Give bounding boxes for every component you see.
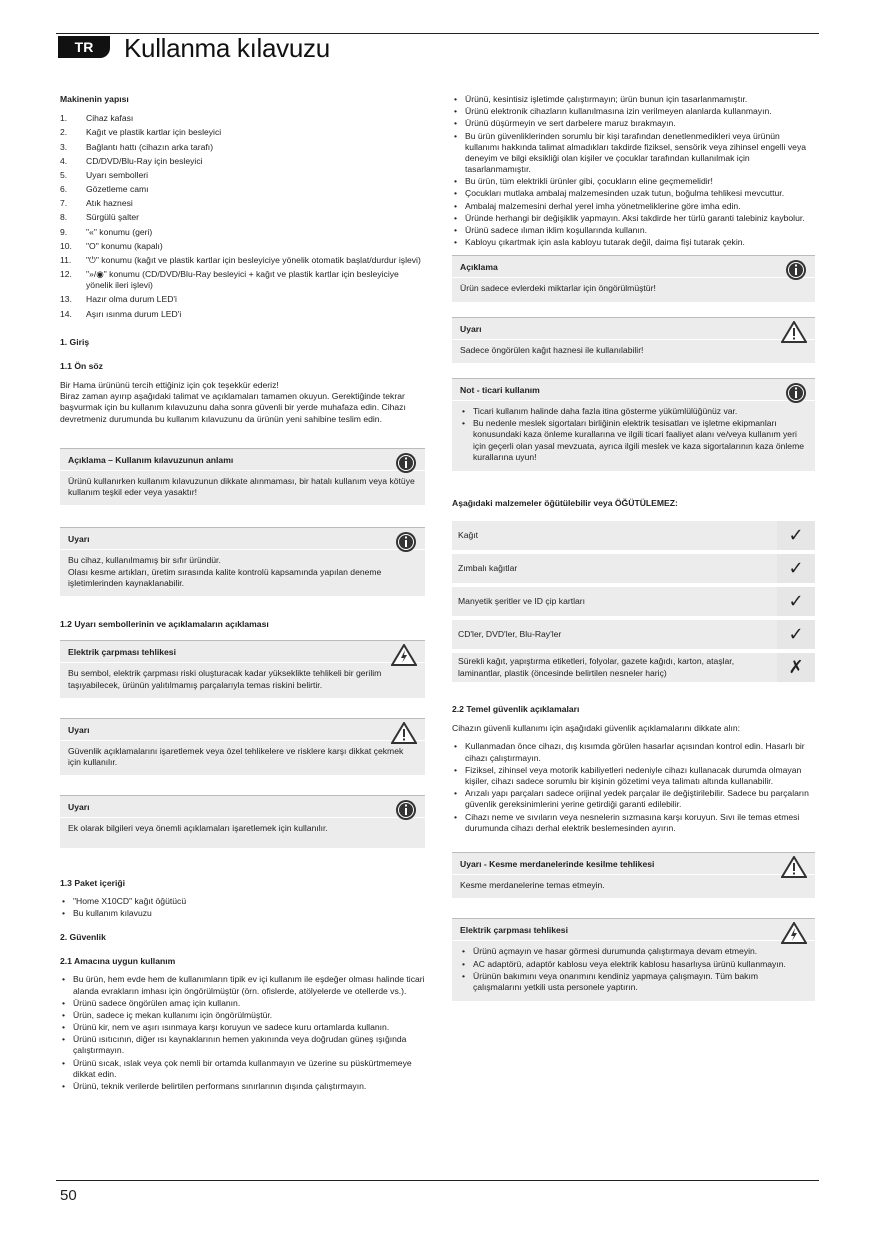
structure-heading: Makinenin yapısı [60, 94, 129, 104]
section-1-heading: 1. Giriş [60, 336, 90, 347]
note-box-text: Ürünü kullanırken kullanım kılavuzunun dikkate alınmaması, bir hatalı kullanım veya kötüye kullanım teşkil eder veya yasaktır! [68, 475, 415, 498]
basic-safety-item: • Cihazı neme ve sıvıların veya nesnelerin sızmasına karşı koruyun. Sıvı ile temas etmesi durumunda cihazı derhal elektrik beslemesinden ayırın. [452, 812, 815, 834]
section-2-1-heading: 2.1 Amacına uygun kullanım [60, 956, 176, 967]
structure-item [60, 142, 425, 153]
item-text: Sürgülü şalter [86, 212, 140, 223]
warning-box-text: Sadece öngörülen kağıt haznesi ile kullanılabilir! [460, 344, 644, 355]
intro-paragraph-2: Biraz zaman ayırıp aşağıdaki talimat ve açıklamaları tamamen okuyun. Gerektiğinde tekrar başvurmak için bu kullanım kılavuzunu daha sonra güvenli bir yerde muhafaza edin. Cihazı devretmeniz durumunda bu kullanım kılavuzunu da ürünün yeni sahibine teslim edin. [60, 391, 406, 424]
section-1-1-heading: 1.1 Ön söz [60, 360, 103, 371]
structure-item [60, 156, 425, 167]
left-column [60, 94, 425, 1093]
warning-box-title: Uyarı [60, 528, 425, 550]
warning-box-safety [60, 718, 425, 776]
footer-rule [56, 1180, 819, 1181]
item-text: Atık haznesi [86, 198, 133, 209]
safety-item: • Ürünü, kesintisiz işletimde çalıştırmayın; ürün bunun için tasarlanmamıştır. [452, 94, 815, 105]
item-number: 2. [60, 127, 68, 138]
note-box-text: Ürün sadece evlerdeki miktarlar için öngörülmüştür! [460, 283, 656, 294]
table-row [452, 554, 815, 583]
structure-item [60, 241, 425, 252]
structure-item [60, 269, 425, 291]
warning-box-title: Uyarı [60, 719, 425, 741]
structure-item [60, 184, 425, 195]
electric-shock-item: • Ürünün bakımını veya onarımını kendiniz yapmaya çalışmayın. Tüm bakım çalışmalarını yetkili usta personele yaptırın. [460, 971, 807, 993]
info-icon [395, 799, 417, 824]
item-number: 8. [60, 212, 68, 223]
material-label: Zımbalı kağıtlar [452, 554, 777, 583]
item-number: 12. [60, 269, 72, 280]
commercial-use-list [460, 406, 807, 463]
item-text: "«" konumu (geri) [86, 226, 153, 237]
package-item: • Bu kullanım kılavuzu [60, 908, 425, 919]
section-2-heading: 2. Güvenlik [60, 932, 106, 943]
electric-shock-item: • Ürünü açmayın ve hasar görmesi durumunda çalıştırmaya devam etmeyin. [460, 946, 807, 957]
language-badge: TR [58, 36, 110, 58]
cutting-warning-text: Kesme merdanelerine temas etmeyin. [460, 880, 605, 891]
structure-item [60, 294, 425, 305]
item-number: 6. [60, 184, 68, 195]
note-box-manual-meaning [60, 448, 425, 506]
item-text: Kağıt ve plastik kartlar için besleyici [86, 127, 222, 138]
item-text: "⏻" konumu (kağıt ve plastik kartlar için besleyiciye yönelik otomatik başlat/durdur işlevi) [86, 254, 421, 265]
check-icon: ✓ [777, 587, 815, 616]
structure-item [60, 309, 425, 320]
cutting-warning-title: Uyarı - Kesme merdanelerinde kesilme tehlikesi [452, 853, 815, 875]
shred-materials-table [452, 517, 815, 686]
safety-item: • Bu ürün güvenliklerinden sorumlu bir kişi tarafından denetlenmedikleri veya ürünün kullanımı hakkında talimat almadıkları takdirde fiziksel, sensörik veya zihinsel engelli veya deneyim ve bilgi eksikliği olan kişiler ve çocuklar tarafından kullanılmak için tasarlanmamıştır. [452, 131, 815, 176]
item-number: 11. [60, 254, 72, 265]
commercial-use-title: Not - ticari kullanım [452, 379, 815, 401]
item-number: 7. [60, 198, 68, 209]
item-text: Gözetleme camı [86, 184, 149, 195]
item-text: Hazır olma durum LED'i [86, 294, 177, 305]
right-column [452, 94, 815, 1001]
shred-materials-heading: Aşağıdaki malzemeler öğütülebilir veya ÖĞÜTÜLEMEZ: [452, 497, 678, 508]
safety-item: • Kabloyu çıkartmak için asla kabloyu tutarak değil, daima fişi tutarak çekin. [452, 237, 815, 248]
warning-box-line-1: Bu cihaz, kullanılmamış bir sıfır üründür. [68, 555, 221, 566]
electric-shock-title: Elektrik çarpması tehlikesi [60, 641, 425, 663]
safety-item: • Ürünü düşürmeyin ve sert darbelere maruz bırakmayın. [452, 118, 815, 129]
warning-triangle-icon [391, 722, 417, 747]
basic-safety-item: • Kullanmadan önce cihazı, dış kısımda görülen hasarlar açısından kontrol edin. Hasarlı bir cihazı çalıştırmayın. [452, 741, 815, 763]
package-item: • "Home X10CD" kağıt öğütücü [60, 896, 425, 907]
structure-item [60, 212, 425, 223]
safety-item: • Ambalaj malzemesini derhal yerel imha yönetmeliklerine göre imha edin. [452, 201, 815, 212]
intended-use-item: • Ürünü kir, nem ve aşırı ısınmaya karşı koruyun ve sadece kuru ortamlarda kullanın. [60, 1022, 425, 1033]
table-row [452, 620, 815, 649]
warning-box-line-2: Olası kesme artıkları, üretim sırasında kalite kontrolü kapsamında yapılan deneme işletimlerinden kaynaklanabilir. [68, 566, 382, 588]
table-row [452, 587, 815, 616]
package-contents-list [60, 896, 425, 919]
warning-box-title: Uyarı [452, 318, 815, 340]
section-2-2-intro: Cihazın güvenli kullanımı için aşağıdaki güvenlik açıklamalarını dikkate alın: [452, 723, 741, 734]
intended-use-item: • Ürünü sıcak, ıslak veya çok nemli bir ortamda kullanmayın ve üzerine su püskürtmemeye dikkat edin. [60, 1058, 425, 1080]
cross-icon: ✗ [777, 653, 815, 682]
item-number: 4. [60, 155, 68, 166]
material-label: Manyetik şeritler ve ID çip kartları [452, 587, 777, 616]
item-text: Aşırı ısınma durum LED'i [86, 308, 182, 319]
intended-use-item: • Ürünü ısıtıcının, diğer ısı kaynaklarının hemen yakınında veya doğrudan güneş ışığında çalıştırmayın. [60, 1034, 425, 1056]
check-icon: ✓ [777, 521, 815, 550]
note-box-household [452, 255, 815, 301]
electric-shock-list [460, 946, 807, 993]
info-box-text: Ek olarak bilgileri veya önemli açıklamaları işaretlemek için kullanılır. [68, 823, 328, 834]
structure-item [60, 255, 425, 266]
basic-safety-list [452, 741, 815, 833]
item-number: 9. [60, 226, 68, 237]
material-label: Kağıt [452, 521, 777, 550]
material-label: CD'ler, DVD'ler, Blu-Ray'ler [452, 620, 777, 649]
info-box-title: Uyarı [60, 796, 425, 818]
item-number: 5. [60, 169, 68, 180]
info-icon [785, 382, 807, 407]
item-text: Bağlantı hattı (cihazın arka tarafı) [86, 141, 214, 152]
item-text: Uyarı sembolleri [86, 169, 149, 180]
basic-safety-item: • Arızalı yapı parçaları sadece orijinal yedek parçalar ile değiştirilebilir. Sadece bu parçaların güvenlik gereksinimlerini yerine getirdiği garanti edilebilir. [452, 788, 815, 810]
item-number: 13. [60, 294, 72, 305]
intended-use-item: • Ürünü, teknik verilerde belirtilen performans sınırlarının dışında çalıştırmayın. [60, 1081, 425, 1092]
warning-triangle-icon [781, 321, 807, 346]
intended-use-item: • Ürünü sadece öngörülen amaç için kullanın. [60, 998, 425, 1009]
intended-use-list [60, 974, 425, 1092]
info-icon [395, 531, 417, 556]
warning-triangle-icon [781, 856, 807, 881]
warning-box-paper-bin [452, 317, 815, 363]
warning-box-text: Güvenlik açıklamalarını işaretlemek veya özel tehlikelere ve risklere karşı dikkat çekmek için kullanılır. [68, 745, 404, 768]
table-row [452, 653, 815, 682]
section-2-2-heading: 2.2 Temel güvenlik açıklamaları [452, 704, 580, 715]
electric-shock-title: Elektrik çarpması tehlikesi [452, 919, 815, 941]
structure-item [60, 113, 425, 124]
intro-paragraph-1: Bir Hama ürününü tercih ettiğiniz için çok teşekkür ederiz! [60, 380, 279, 391]
item-number: 10. [60, 240, 72, 251]
page-number: 50 [60, 1187, 77, 1204]
safety-item: • Ürünü elektronik cihazların kullanılmasına izin verilmeyen alanlarda kullanmayın. [452, 106, 815, 117]
commercial-use-box [452, 378, 815, 471]
note-box-title: Açıklama – Kullanım kılavuzunun anlamı [60, 449, 425, 471]
commercial-use-item: • Bu nedenle meslek sigortaları birliğinin elektrik tesisatları ve işletme ekipmanları konusundaki kaza önleme kurallarına ve ilgili ticari faaliyet alanı ve/veya kullanım yeri için geçerli olan yasal mevzuata, ayrıca ilgili meslek ve kaza sigortalarının kaza önleme kurallarına uyun! [460, 418, 807, 463]
structure-item [60, 170, 425, 181]
table-row [452, 521, 815, 550]
item-number: 1. [60, 113, 68, 124]
electric-shock-item: • AC adaptörü, adaptör kablosu veya elektrik kablosu hasarlıysa ürünü kullanmayın. [460, 959, 807, 970]
commercial-use-item: • Ticari kullanım halinde daha fazla itina gösterme yükümlülüğünüz var. [460, 406, 807, 417]
section-1-2-heading: 1.2 Uyarı sembollerinin ve açıklamaların açıklaması [60, 618, 269, 629]
info-icon [395, 452, 417, 477]
item-text: "O" konumu (kapalı) [86, 240, 163, 251]
basic-safety-item: • Fiziksel, zihinsel veya motorik kabiliyetleri nedeniyle cihazı kullanacak durumda olmayan kişiler, cihazı sadece sorumlu bir kişinin gözetimi veya talimatı altında kullanabilir. [452, 765, 815, 787]
structure-item [60, 127, 425, 138]
electric-shock-text: Bu sembol, elektrik çarpması riski oluşturacak kadar yükseklikte tehlikeli bir gerilim taşıyabilecek, ürünün yalıtılmamış parçalarıyla temas riskini belirtir. [68, 668, 382, 690]
safety-item: • Üründe herhangi bir değişiklik yapmayın. Aksi takdirde her türlü garanti talebiniz kaybolur. [452, 213, 815, 224]
info-box-additional [60, 795, 425, 847]
safety-item: • Bu ürün, tüm elektrikli ürünler gibi, çocukların eline geçmemelidir! [452, 176, 815, 187]
item-number: 14. [60, 308, 72, 319]
page-title: Kullanma kılavuzu [124, 33, 330, 63]
item-text: CD/DVD/Blu-Ray için besleyici [86, 155, 203, 166]
section-1-3-heading: 1.3 Paket içeriği [60, 877, 125, 888]
structure-item [60, 198, 425, 209]
item-text: "»/◉" konumu (CD/DVD/Blu-Ray besleyici + kağıt ve plastik kartlar için besleyiciye yönelik ileri işlevi) [86, 269, 399, 291]
cutting-warning-box [452, 852, 815, 898]
electric-shock-box [60, 640, 425, 698]
check-icon: ✓ [777, 554, 815, 583]
electric-warning-icon [781, 922, 807, 947]
item-text: Cihaz kafası [86, 113, 134, 124]
safety-bullet-list [452, 94, 815, 248]
safety-item: • Ürünü sadece ılıman iklim koşullarında kullanın. [452, 225, 815, 236]
info-icon [785, 259, 807, 284]
note-box-title: Açıklama [452, 256, 815, 278]
warning-box-new-product [60, 527, 425, 596]
structure-list [60, 113, 425, 320]
material-label: Sürekli kağıt, yapıştırma etiketleri, folyolar, gazete kağıdı, karton, ataşlar, laminantlar, plastik (öncesinde belirtilen nesneler hariç) [452, 653, 777, 682]
structure-item [60, 227, 425, 238]
check-icon: ✓ [777, 620, 815, 649]
intended-use-item: • Ürün, sadece iç mekan kullanımı için öngörülmüştür. [60, 1010, 425, 1021]
intended-use-item: • Bu ürün, hem evde hem de kullanımların tipik ev içi kullanım ile eşdeğer olması halinde ticari alanda evrakların imhası için öngörülmüştür (örn. ofislerde, atölyelerde ve otellerde vs.). [60, 974, 425, 996]
electric-warning-icon [391, 644, 417, 669]
safety-item: • Çocukları mutlaka ambalaj malzemesinden uzak tutun, boğulma tehlikesi mevcuttur. [452, 188, 815, 199]
item-number: 3. [60, 141, 68, 152]
electric-shock-box-2 [452, 918, 815, 1001]
